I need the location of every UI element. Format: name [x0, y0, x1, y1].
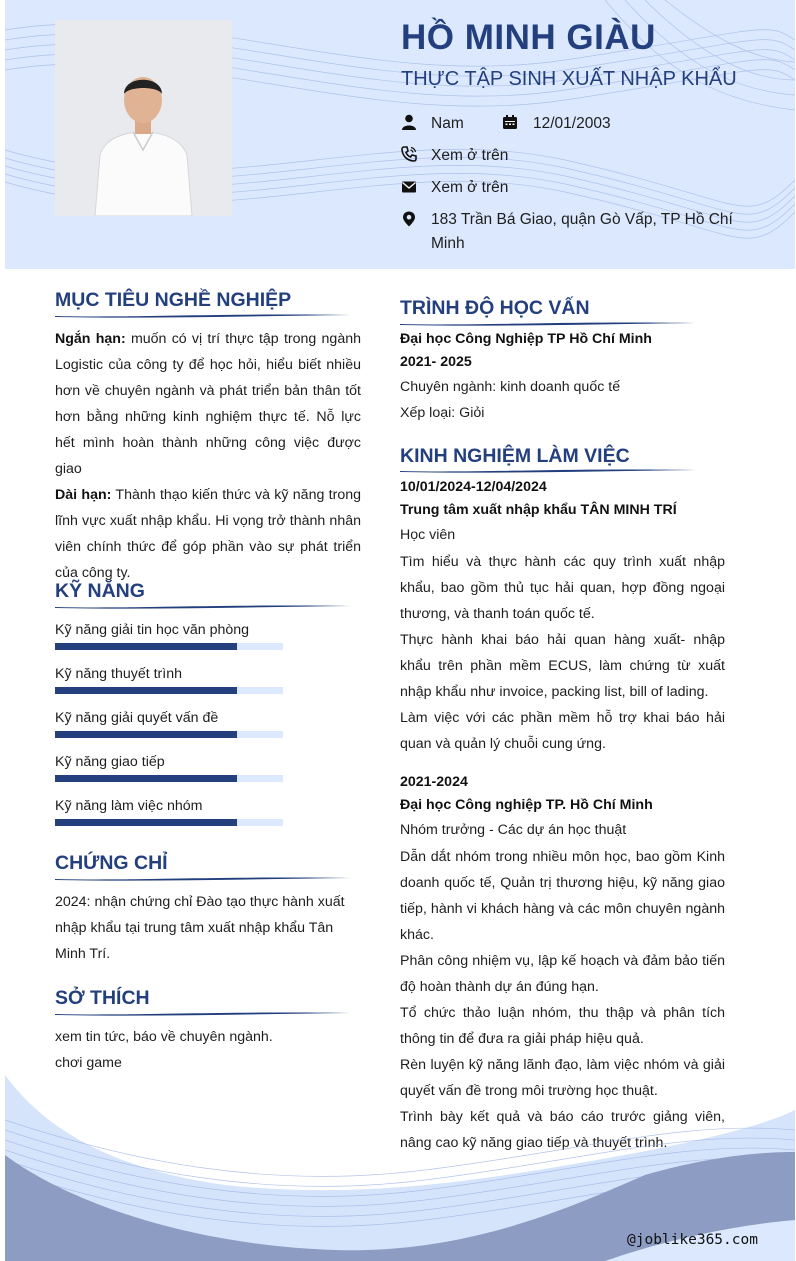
certificates-title: CHỨNG CHỈ	[55, 852, 168, 874]
job-details	[400, 549, 725, 757]
skill-label: Kỹ năng giải tin học văn phòng	[55, 622, 250, 638]
objective-long-text: Thành thạo kiến thức và kỹ năng trong lĩnh vực xuất nhập khẩu. Hi vọng trở thành nhân viên chính thức để góp phần vào sự phát triển của công ty.	[55, 487, 362, 581]
education-school: Đại học Công Nghiệp TP Hồ Chí Minh	[400, 331, 652, 347]
hobby-item: xem tin tức, báo về chuyên ngành.	[55, 1029, 273, 1045]
skill-bar-fill	[55, 819, 237, 826]
job-detail: Phân công nhiệm vụ, lập kế hoạch và đảm bảo tiến độ hoàn thành dự án đúng hạn.	[400, 953, 725, 995]
job-organization: Đại học Công nghiệp TP. Hồ Chí Minh	[400, 797, 653, 813]
job-period: 10/01/2024-12/04/2024	[400, 479, 547, 495]
experience-title: KINH NGHIỆM LÀM VIỆC	[400, 445, 630, 467]
address-value: 183 Trần Bá Giao, quận Gò Vấp, TP Hồ Chí Minh	[431, 211, 733, 252]
skill-label: Kỹ năng làm việc nhóm	[55, 798, 203, 814]
skill-bar	[55, 731, 283, 738]
skill-bar	[55, 643, 283, 650]
phone-value: Xem ở trên	[431, 147, 509, 164]
birthdate-value: 12/01/2003	[533, 115, 611, 132]
skill-bar-fill	[55, 775, 237, 782]
section-underline	[55, 1010, 355, 1018]
section-underline	[400, 467, 700, 475]
section-underline	[55, 312, 355, 320]
job-detail: Tổ chức thảo luận nhóm, thu thập và phân tích thông tin để đưa ra giải pháp hiệu quả.	[400, 1005, 725, 1047]
skill-label: Kỹ năng giao tiếp	[55, 754, 165, 770]
certificate-text: 2024: nhận chứng chỉ Đào tạo thực hành xuất nhập khẩu tại trung tâm xuất nhập khẩu Tân Minh Trí.	[55, 894, 345, 962]
skill-label: Kỹ năng thuyết trình	[55, 666, 182, 682]
profile-photo	[55, 20, 232, 216]
objective-short-text: muốn có vị trí thực tập trong ngành Logistic của công ty để học hỏi, hiểu biết nhiều hơn về chuyên ngành và phát triển bản thân tốt hơn bằng những kinh nghiệm thực tế. Nỗ lực hết mình hoàn thành những công việc được giao	[55, 331, 361, 477]
job-detail: Làm việc với các phần mềm hỗ trợ khai báo hải quan và quản lý chuỗi cung ứng.	[400, 710, 725, 752]
objective-short-label: Ngắn hạn:	[55, 331, 126, 347]
phone-icon	[401, 146, 417, 162]
section-underline	[400, 320, 700, 328]
job-detail: Dẫn dắt nhóm trong nhiều môn học, bao gồm Kinh doanh quốc tế, Quản trị thương hiệu, kỹ năng giao tiếp, hành vi khách hàng và các môn chuyên ngành khác.	[400, 849, 725, 943]
envelope-icon	[401, 179, 417, 195]
job-period: 2021-2024	[400, 774, 468, 790]
job-detail: Rèn luyện kỹ năng lãnh đạo, làm việc nhóm và giải quyết vấn đề trong môi trường học thuật.	[400, 1057, 725, 1099]
candidate-name: HỒ MINH GIÀU	[401, 18, 656, 57]
objective-text	[55, 326, 361, 586]
cv-header	[5, 0, 795, 269]
job-role: Học viên	[400, 527, 456, 543]
section-underline	[55, 875, 355, 883]
objective-title: MỤC TIÊU NGHỀ NGHIỆP	[55, 289, 292, 311]
email-value: Xem ở trên	[431, 179, 509, 196]
location-pin-icon	[401, 211, 417, 227]
education-years: 2021- 2025	[400, 354, 472, 370]
job-title: THỰC TẬP SINH XUẤT NHẬP KHẨU	[401, 68, 737, 90]
gender-value: Nam	[431, 115, 464, 132]
person-icon	[401, 114, 417, 130]
skills-title: KỸ NĂNG	[55, 580, 145, 602]
hobbies-title: SỞ THÍCH	[55, 987, 150, 1009]
education-major: Chuyên ngành: kinh doanh quốc tế	[400, 379, 621, 395]
cv-page	[5, 0, 795, 1261]
calendar-icon	[502, 114, 518, 130]
job-role: Nhóm trưởng - Các dự án học thuật	[400, 822, 627, 838]
job-detail: Trình bày kết quả và báo cáo trước giảng viên, nâng cao kỹ năng giao tiếp và thuyết trình.	[400, 1109, 725, 1151]
skill-bar-fill	[55, 687, 237, 694]
job-detail: Thực hành khai báo hải quan hàng xuất- nhập khẩu trên phần mềm ECUS, làm chứng từ xuất nhập khẩu như invoice, packing list, bill of lading.	[400, 632, 725, 700]
education-title: TRÌNH ĐỘ HỌC VẤN	[400, 297, 590, 319]
skill-bar	[55, 775, 283, 782]
objective-long-label: Dài hạn:	[55, 487, 112, 503]
section-underline	[55, 603, 355, 611]
skill-bar	[55, 819, 283, 826]
footer-waves	[5, 1060, 795, 1261]
job-organization: Trung tâm xuất nhập khẩu TÂN MINH TRÍ	[400, 502, 677, 518]
skill-bar-fill	[55, 643, 237, 650]
job-detail: Tìm hiểu và thực hành các quy trình xuất nhập khẩu, bao gồm thủ tục hải quan, hợp đồng ngoại thương, và thanh toán quốc tế.	[400, 554, 725, 622]
skill-bar-fill	[55, 731, 237, 738]
skill-label: Kỹ năng giải quyết vấn đề	[55, 710, 219, 726]
hobby-item: chơi game	[55, 1055, 122, 1071]
footer-handle: @joblike365.com	[627, 1232, 758, 1248]
education-rank: Xếp loại: Giỏi	[400, 405, 485, 421]
skill-bar	[55, 687, 283, 694]
